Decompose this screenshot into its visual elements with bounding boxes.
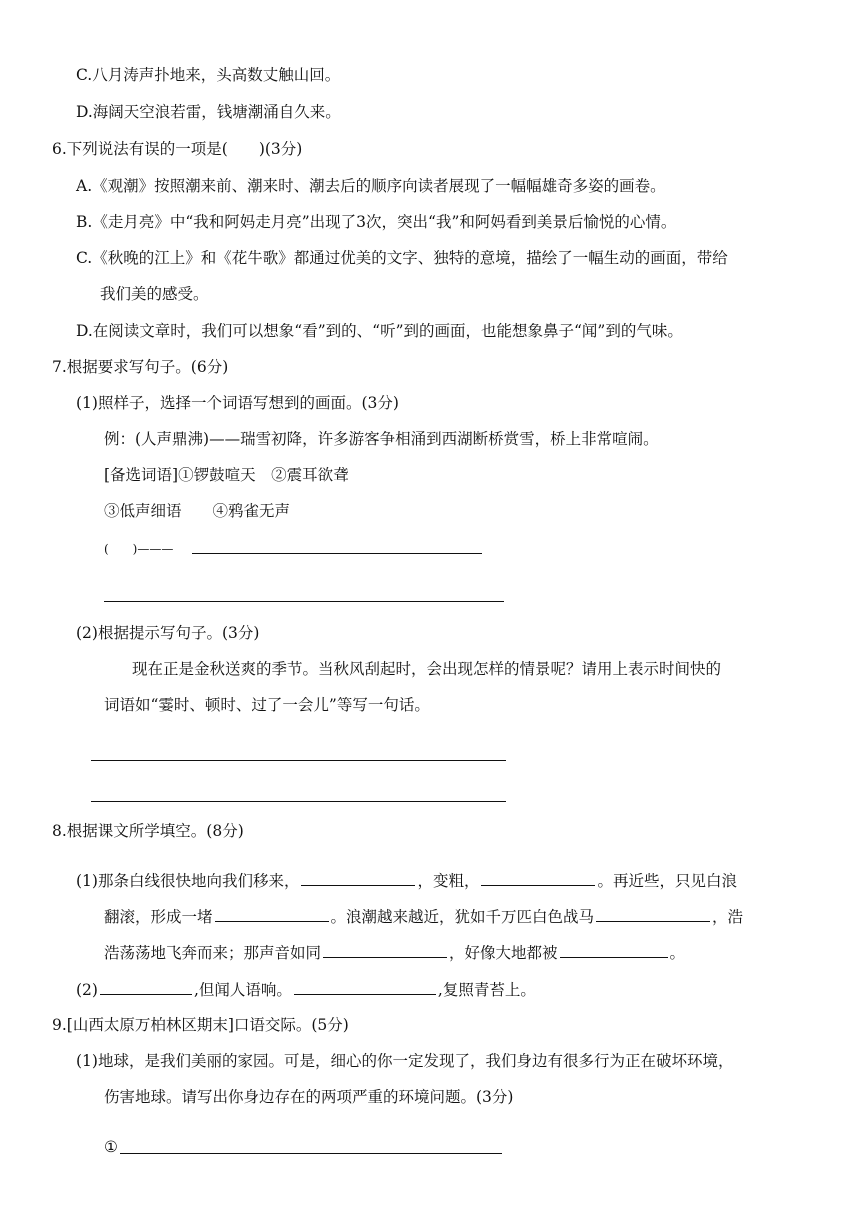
q8-text-1b: ，变粗， [417,872,480,890]
q8-blank-8[interactable] [294,978,436,995]
q7-stem: 7.根据要求写句子。(6分) [52,358,229,376]
q8-fill-line1 [76,869,737,892]
q8-blank-2[interactable] [481,869,595,886]
q6-stem: 6.下列说法有误的一项是( )(3分) [52,140,303,158]
q8-text-4c: ,复照青苔上。 [437,981,536,999]
q7-part1-prompt: (1)照样子，选择一个词语写想到的画面。(3分) [76,394,399,412]
q8-text-2b: 。浪潮越来越近，犹如千万匹白色战马 [330,908,595,926]
q7-answer-line-1[interactable] [192,553,482,554]
q8-fill-line2 [104,905,743,928]
q8-blank-7[interactable] [100,978,192,995]
q6-option-b: B.《走月亮》中“我和阿妈走月亮”出现了3次，突出“我”和阿妈看到美景后愉悦的心情。 [76,213,677,231]
q7-answer-line-2[interactable] [104,601,504,602]
q7-part2-text-line1: 现在正是金秋送爽的季节。当秋风刮起时，会出现怎样的情景呢？请用上表示时间快的 [132,660,722,678]
q8-blank-3[interactable] [215,905,329,922]
q8-blank-6[interactable] [560,941,668,958]
q8-text-3c: 。 [669,944,686,962]
q8-fill-line3 [104,941,685,964]
q8-text-1c: 。再近些，只见白浪 [597,872,737,890]
q6-option-d: D.在阅读文章时，我们可以想象“看”到的、“听”到的画面，也能想象鼻子“闻”到的气味。 [76,322,683,340]
q8-text-2a: 翻滚，形成一堵 [104,908,213,926]
q7-answer-prefix: ( )——— [104,542,174,556]
q6-option-c-line1: C.《秋晚的江上》和《花牛歌》都通过优美的文字、独特的意境，描绘了一幅生动的画面，带给 [76,249,728,267]
q9-item-1-answer-line[interactable] [120,1153,502,1154]
q6-option-c-line2: 我们美的感受。 [100,285,209,303]
q8-blank-1[interactable] [301,869,415,886]
q8-text-3b: ，好像大地都被 [449,944,558,962]
q8-blank-5[interactable] [323,941,447,958]
q9-part1-line2: 伤害地球。请写出你身边存在的两项严重的环境问题。(3分) [104,1088,514,1106]
q8-text-3a: 浩荡荡地飞奔而来；那声音如同 [104,944,322,962]
q7-part2-text-line2: 词语如“霎时、顿时、过了一会儿”等写一句话。 [104,696,430,714]
q7-part2-prompt: (2)根据提示写句子。(3分) [76,624,260,642]
q7-part2-answer-line-1[interactable] [91,760,506,761]
q7-example: 例：(人声鼎沸)——瑞雪初降，许多游客争相涌到西湖断桥赏雪，桥上非常喧闹。 [104,430,659,448]
q7-word-options-2: ③低声细语 ④鸦雀无声 [104,502,291,520]
q7-part2-answer-line-2[interactable] [91,801,506,802]
q8-text-1a: (1)那条白线很快地向我们移来， [76,872,300,890]
q9-item-1-marker: ① [104,1138,118,1156]
q8-fill-line4 [76,978,536,1001]
q5-option-c: C.八月涛声扑地来，头高数丈触山回。 [76,66,341,84]
q6-option-a: A.《观潮》按照潮来前、潮来时、潮去后的顺序向读者展现了一幅幅雄奇多姿的画卷。 [76,177,666,195]
q8-stem: 8.根据课文所学填空。(8分) [52,822,244,840]
q5-option-d: D.海阔天空浪若雷，钱塘潮涌自久来。 [76,103,341,121]
q8-text-4a: (2) [76,981,98,999]
q8-blank-4[interactable] [596,905,710,922]
q8-text-4b: ,但闻人语响。 [193,981,292,999]
q8-text-2c: ，浩 [712,908,744,926]
q9-part1-line1: (1)地球，是我们美丽的家园。可是，细心的你一定发现了，我们身边有很多行为正在破坏环境， [76,1052,734,1070]
q7-word-options-1: [备选词语]①锣鼓喧天 ②震耳欲聋 [104,466,349,484]
q9-stem: 9.[山西太原万柏林区期末]口语交际。(5分) [52,1016,349,1034]
